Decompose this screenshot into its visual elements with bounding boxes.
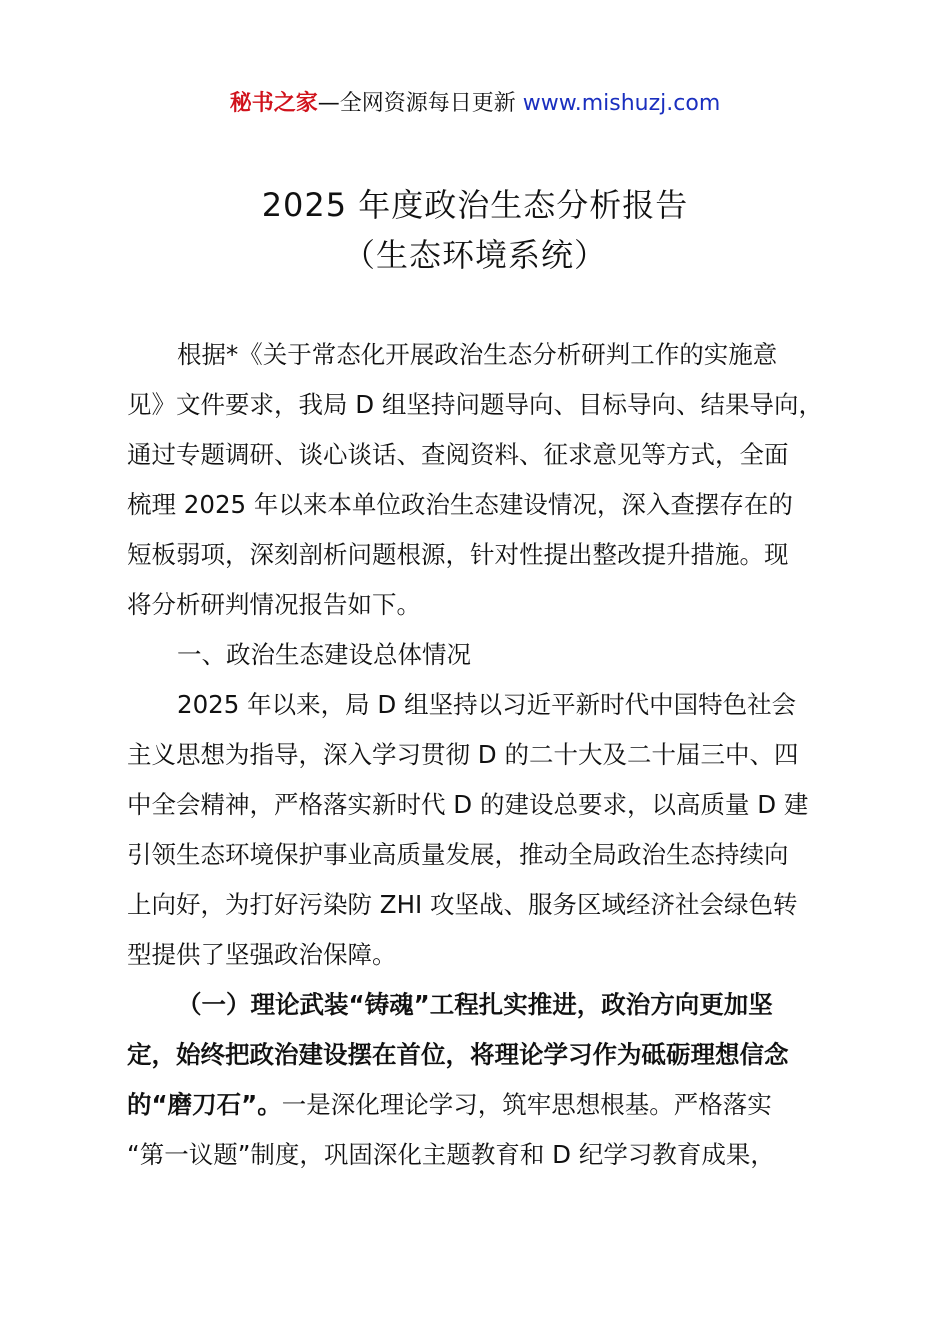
subsection-text: 一是深化理论学习，筑牢思想根基。严格落实: [281, 1090, 772, 1119]
document-body: [127, 330, 833, 1180]
subsection-heading-end: 的“磨刀石”。: [127, 1090, 282, 1119]
subsection-line: “第一议题”制度，巩固深化主题教育和 D 纪学习教育成果，: [127, 1140, 775, 1169]
site-url-link[interactable]: www.mishuzj.com: [522, 91, 721, 116]
section-heading: 一、政治生态建设总体情况: [177, 640, 471, 669]
document-title: 2025 年度政治生态分析报告: [261, 186, 689, 224]
site-slogan: —全网资源每日更新: [317, 91, 523, 116]
intro-line: 梳理 2025 年以来本单位政治生态建设情况，深入查摆存在的: [127, 490, 793, 519]
section-body-line: 型提供了坚强政治保障。: [127, 940, 397, 969]
document-subtitle: （生态环境系统）: [342, 236, 607, 274]
section-body-line: 主义思想为指导，深入学习贯彻 D 的二十大及二十届三中、四: [127, 740, 799, 769]
intro-line: 根据*《关于常态化开展政治生态分析研判工作的实施意: [177, 340, 778, 369]
section-body-line: 上向好，为打好污染防 ZHI 攻坚战、服务区域经济社会绿色转: [127, 890, 798, 919]
section-body-line: 中全会精神，严格落实新时代 D 的建设总要求，以高质量 D 建: [127, 790, 809, 819]
site-header: [0, 88, 950, 120]
intro-line: 通过专题调研、谈心谈话、查阅资料、征求意见等方式，全面: [127, 440, 789, 469]
intro-line: 短板弱项，深刻剖析问题根源，针对性提出整改提升措施。现: [127, 540, 789, 569]
intro-line: 将分析研判情况报告如下。: [127, 590, 421, 619]
section-body-line: 2025 年以来，局 D 组坚持以习近平新时代中国特色社会: [177, 690, 797, 719]
subsection-heading: （一）理论武装“铸魂”工程扎实推进，政治方向更加坚: [177, 990, 773, 1019]
section-body-line: 引领生态环境保护事业高质量发展，推动全局政治生态持续向: [127, 840, 789, 869]
subsection-line: [127, 1080, 833, 1130]
site-brand: 秘书之家: [229, 91, 318, 116]
intro-line: 见》文件要求，我局 D 组坚持问题导向、目标导向、结果导向，: [127, 390, 823, 419]
subsection-heading: 定，始终把政治建设摆在首位，将理论学习作为砥砺理想信念: [127, 1040, 789, 1069]
